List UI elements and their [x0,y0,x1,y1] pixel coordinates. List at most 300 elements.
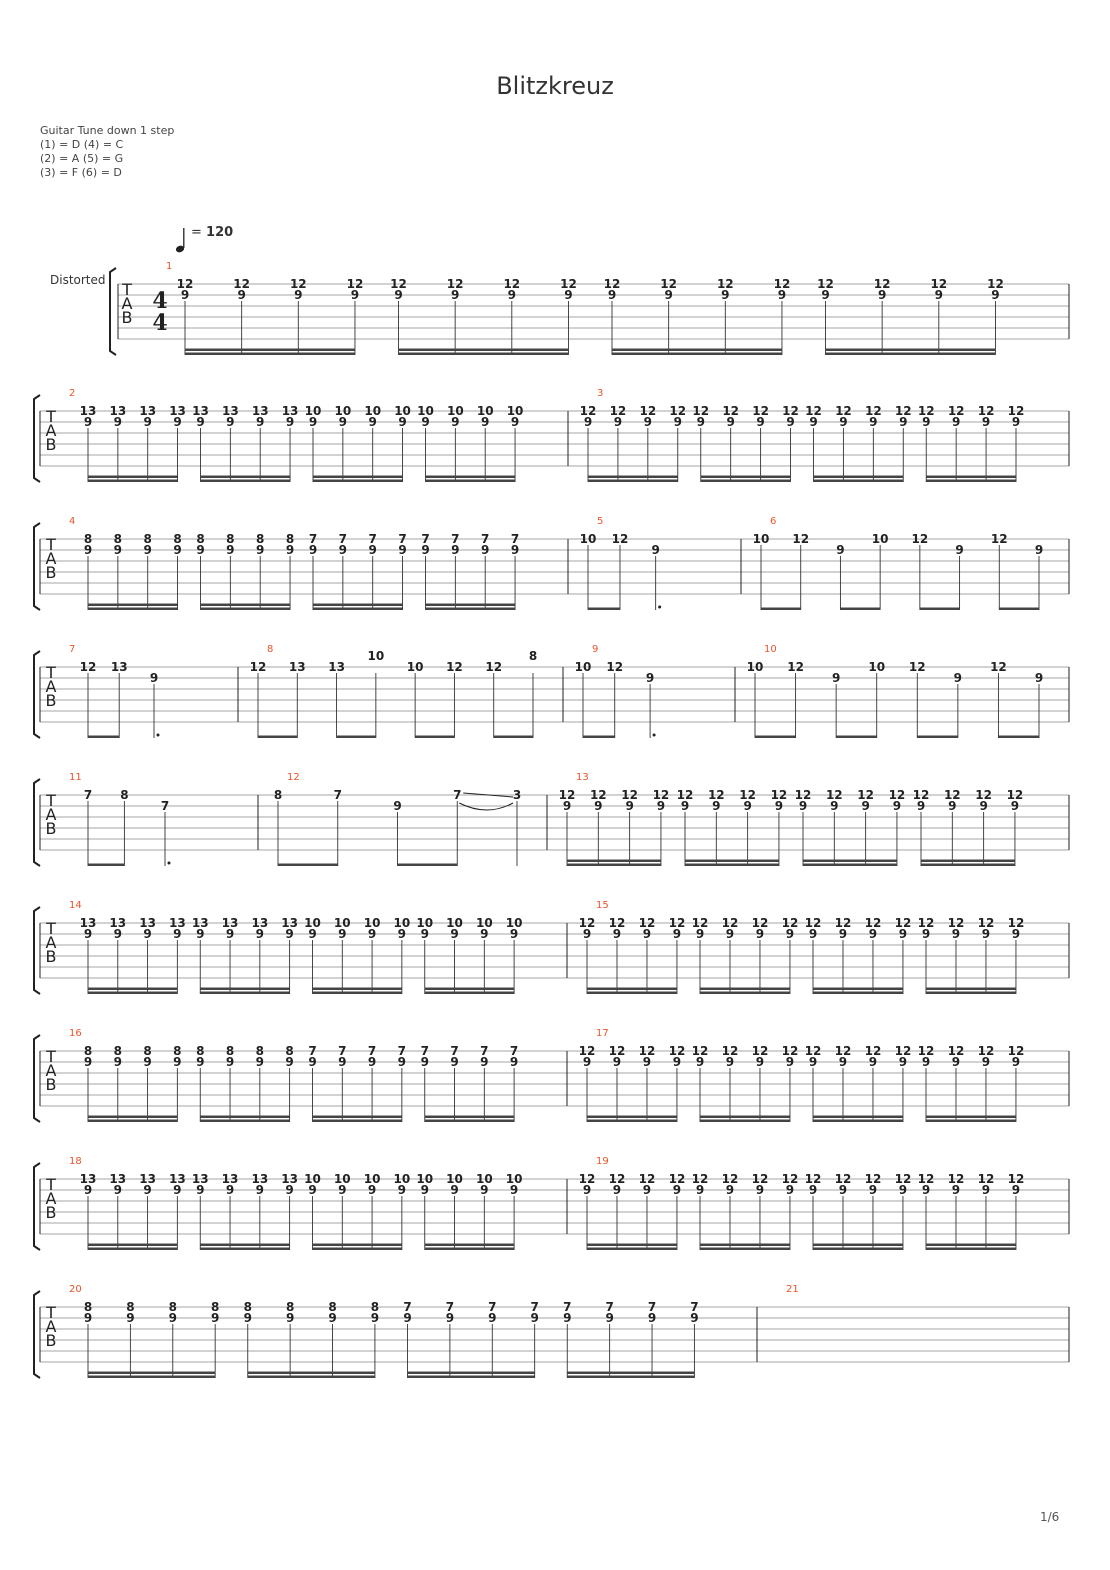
fret-number: 13 [281,1172,298,1186]
fret-number: 9 [338,1183,347,1197]
beam [200,1116,289,1119]
fret-number: 9 [173,1183,182,1197]
fret-number: 10 [394,404,411,418]
fret-number: 9 [225,927,235,941]
fret-number: 9 [530,1311,539,1325]
fret-number: 12 [721,1044,739,1058]
fret-number: 9 [755,1183,765,1197]
tab-clef-letter: A [45,677,57,696]
tie-arc [459,803,513,810]
beam [201,480,291,483]
beam [88,1116,177,1119]
rhythm-dot [658,606,661,609]
fret-number: 12 [864,916,882,930]
fret-number: 9 [743,799,752,813]
system-bracket [34,523,40,610]
beam [588,608,620,611]
fret-number: 9 [642,1055,652,1069]
fret-number: 12 [611,532,629,546]
fret-number: 9 [861,799,870,813]
beam [313,480,403,483]
measure-number: 6 [770,516,777,527]
fret-number: 9 [755,1055,765,1069]
fret-number: 12 [446,277,464,291]
fret-number: 9 [285,927,294,941]
fret-number: 12 [446,660,463,674]
fret-number: 9 [397,1183,407,1197]
fret-number: 7 [308,532,318,546]
fret-number: 9 [921,1055,931,1069]
measure-number: 8 [267,644,274,655]
fret-number: 12 [804,1044,822,1058]
fret-number: 12 [739,788,756,802]
beam [999,608,1039,611]
fret-number: 12 [606,660,624,674]
fret-number: 8 [83,532,93,546]
fret-number: 9 [510,543,520,557]
fret-number: 9 [237,288,246,302]
fret-number: 12 [578,1044,596,1058]
fret-number: 12 [773,277,791,291]
fret-number: 9 [113,415,123,429]
fret-number: 13 [222,404,239,418]
fret-number: 12 [947,1044,965,1058]
fret-number: 13 [221,1172,239,1186]
fret-number: 10 [475,916,493,930]
fret-number: 12 [346,277,364,291]
fret-number: 9 [83,1055,93,1069]
fret-number: 9 [951,415,961,429]
fret-number: 9 [680,799,690,813]
beam [425,992,514,995]
fret-number: 12 [668,1044,686,1058]
fret-number: 7 [403,1300,412,1314]
fret-number: 9 [785,1055,795,1069]
fret-number: 9 [367,1055,377,1069]
fret-number: 8 [113,1044,122,1058]
fret-number: 7 [605,1300,614,1314]
fret-number: 7 [451,532,460,546]
fret-number: 9 [877,288,887,302]
fret-number: 9 [143,1055,152,1069]
fret-number: 9 [480,927,489,941]
beam [926,1244,1016,1247]
fret-number: 9 [397,1055,407,1069]
fret-number: 7 [308,1044,317,1058]
fret-number: 7 [488,1300,497,1314]
fret-number: 7 [445,1300,455,1314]
fret-number: 9 [642,927,652,941]
fret-number: 9 [605,1311,614,1325]
tab-clef-letter: A [45,933,57,952]
fret-number: 9 [255,1055,265,1069]
beam [313,608,403,611]
fret-number: 10 [406,660,424,674]
fret-number: 12 [977,916,995,930]
fret-number: 13 [191,1172,209,1186]
fret-number: 12 [834,916,852,930]
beam [814,480,904,483]
fret-number: 9 [921,1183,931,1197]
fret-number: 12 [781,1172,799,1186]
fret-number: 9 [656,799,666,813]
fret-number: 12 [977,404,995,418]
beam [587,1244,677,1247]
fret-number: 9 [898,927,908,941]
fret-number: 12 [987,277,1004,291]
fret-number: 10 [574,660,592,674]
beam [587,992,677,995]
beam [701,480,791,483]
fret-number: 8 [83,1300,93,1314]
page-number: 1/6 [1040,1510,1060,1524]
fret-number: 12 [894,916,912,930]
fret-number: 9 [308,927,317,941]
beam [88,1248,177,1251]
fret-number: 10 [752,532,770,546]
tab-clef-letter: B [45,435,57,454]
fret-number: 9 [868,927,878,941]
fret-number: 9 [564,288,573,302]
tab-clef-letter: T [46,919,56,938]
fret-number: 7 [338,1044,347,1058]
fret-number: 9 [308,1183,317,1197]
fret-number: 7 [509,1044,519,1058]
beam [415,736,454,739]
fret-number: 8 [243,1300,252,1314]
beam [248,1376,375,1379]
beam [313,1244,402,1247]
fret-number: 12 [669,404,687,418]
fret-number: 12 [485,660,503,674]
fret-number: 9 [450,1183,459,1197]
fret-number: 9 [934,288,943,302]
fret-number: 13 [281,916,298,930]
fret-number: 12 [804,916,822,930]
tuning-heading: Guitar Tune down 1 step [40,124,175,137]
fret-number: 9 [981,415,991,429]
beam [755,736,796,739]
beam [200,1248,289,1251]
fret-number: 13 [169,404,186,418]
tab-clef-letter: B [45,819,57,838]
fret-number: 9 [725,1055,735,1069]
fret-number: 12 [589,788,607,802]
tab-clef-letter: A [45,1317,57,1336]
fret-number: 12 [560,277,577,291]
fret-number: 9 [868,1183,878,1197]
beam [587,1120,677,1123]
tab-clef-letter: T [46,1175,56,1194]
fret-number: 8 [173,532,182,546]
fret-number: 12 [770,788,788,802]
fret-number: 12 [787,660,804,674]
fret-number: 7 [480,1044,489,1058]
fret-number: 7 [690,1300,699,1314]
fret-number: 9 [953,671,963,685]
beam [408,1376,535,1379]
fret-number: 12 [912,788,930,802]
fret-number: 10 [447,404,464,418]
fret-number: 12 [691,1172,709,1186]
fret-number: 8 [143,1044,152,1058]
system-bracket [34,395,40,482]
fret-number: 9 [647,1311,657,1325]
fret-number: 9 [979,799,988,813]
fret-number: 12 [834,1172,852,1186]
beam [813,1248,903,1251]
fret-number: 9 [509,1183,519,1197]
fret-number: 9 [582,927,592,941]
fret-number: 12 [1007,1172,1025,1186]
beam [494,736,533,739]
fret-number: 13 [139,1172,156,1186]
beam [926,988,1016,991]
fret-number: 10 [393,916,411,930]
fret-number: 13 [79,916,97,930]
fret-number: 9 [509,927,519,941]
fret-number: 12 [930,277,948,291]
fret-number: 10 [304,1172,321,1186]
beam [700,992,790,995]
fret-number: 9 [113,927,122,941]
fret-number: 12 [638,916,656,930]
fret-number: 13 [169,1172,186,1186]
fret-number: 10 [505,916,523,930]
fret-number: 10 [334,404,352,418]
tab-clef-letter: B [45,1203,57,1222]
fret-number: 9 [594,799,603,813]
fret-number: 13 [251,916,269,930]
beam [700,1120,790,1123]
beam [813,1120,903,1123]
beam [813,1244,903,1247]
fret-number: 8 [256,532,265,546]
fret-number: 13 [79,1172,97,1186]
fret-number: 7 [83,788,93,802]
fret-number: 13 [251,1172,269,1186]
fret-number: 12 [782,404,799,418]
fret-number: 12 [917,916,935,930]
fret-number: 9 [839,415,848,429]
fret-number: 9 [83,543,93,557]
fret-number: 9 [350,288,360,302]
fret-number: 7 [530,1300,539,1314]
fret-number: 9 [809,415,818,429]
fret-number: 12 [751,916,769,930]
fret-number: 9 [899,415,908,429]
fret-number: 9 [898,1183,908,1197]
fret-number: 9 [285,415,295,429]
fret-number: 12 [857,788,874,802]
tuning-line: (1) = D (4) = C [40,138,124,151]
fret-number: 9 [625,799,634,813]
fret-number: 9 [450,1055,459,1069]
fret-number: 10 [579,532,597,546]
beam [612,349,782,352]
beam [612,353,782,356]
fret-number: 9 [672,927,682,941]
fret-number: 12 [691,916,709,930]
fret-number: 12 [943,788,961,802]
measure-number: 17 [596,1028,609,1039]
tab-clef-letter: T [46,791,56,810]
fret-number: 9 [981,1055,991,1069]
beam [425,1116,514,1119]
fret-number: 9 [196,415,205,429]
fret-number: 9 [488,1311,497,1325]
fret-number: 12 [835,404,852,418]
fret-number: 9 [664,288,673,302]
fret-number: 9 [308,1055,317,1069]
beam [200,988,289,991]
beam [926,992,1016,995]
fret-number: 8 [168,1300,177,1314]
tab-clef-letter: B [45,563,57,582]
fret-number: 9 [673,415,682,429]
fret-number: 9 [451,415,460,429]
fret-number: 9 [582,1055,592,1069]
fret-number: 7 [160,799,170,813]
measure-number: 16 [69,1028,82,1039]
fret-number: 12 [990,660,1007,674]
measure-number: 15 [596,900,609,911]
fret-number: 12 [578,1172,596,1186]
fret-number: 12 [792,532,810,546]
fret-number: 9 [83,1311,93,1325]
rhythm-dot [168,862,171,865]
fret-number: 13 [169,916,186,930]
beam [88,1120,177,1123]
fret-number: 9 [991,288,1000,302]
fret-number: 9 [285,1183,294,1197]
fret-number: 9 [403,1311,412,1325]
fret-number: 9 [868,1055,878,1069]
fret-number: 7 [450,1044,459,1058]
fret-number: 9 [196,543,205,557]
fret-number: 9 [226,543,235,557]
fret-number: 9 [398,415,407,429]
fret-number: 12 [781,916,799,930]
fret-number: 9 [173,543,182,557]
fret-number: 7 [368,532,377,546]
fret-number: 9 [338,1055,347,1069]
beam [313,1116,402,1119]
fret-number: 10 [363,1172,381,1186]
fret-number: 9 [582,1183,592,1197]
beam [588,480,678,483]
fret-number: 10 [367,649,385,663]
beam [998,736,1039,739]
beam [587,1116,677,1119]
fret-number: 9 [1011,415,1021,429]
beam [813,988,903,991]
fret-number: 10 [393,1172,411,1186]
beam [88,992,177,995]
fret-number: 8 [225,1044,235,1058]
fret-number: 9 [808,927,818,941]
fret-number: 12 [289,277,307,291]
measure-number: 3 [597,388,604,399]
fret-number: 12 [977,1044,995,1058]
beam [921,864,1015,867]
fret-number: 12 [579,404,597,418]
fret-number: 9 [196,1183,205,1197]
fret-number: 12 [977,1172,995,1186]
fret-number: 13 [328,660,345,674]
rhythm-dot [157,734,160,737]
fret-number: 9 [285,1055,294,1069]
fret-number: 12 [947,404,965,418]
beam [685,864,779,867]
fret-number: 12 [975,788,992,802]
fret-number: 9 [294,288,303,302]
tuning-line: (3) = F (6) = D [40,166,122,179]
fret-number: 12 [233,277,251,291]
fret-number: 9 [951,1183,961,1197]
fret-number: 10 [476,404,494,418]
fret-number: 9 [755,927,765,941]
beam [583,736,615,739]
beam [248,1372,375,1375]
fret-number: 9 [421,543,430,557]
tab-clef-letter: T [46,1303,56,1322]
fret-number: 9 [898,1055,908,1069]
tab-clef-letter: A [45,1189,57,1208]
fret-number: 12 [676,788,694,802]
fret-number: 10 [333,916,351,930]
system-bracket [34,779,40,866]
beam [761,608,801,611]
fret-number: 10 [871,532,889,546]
fret-number: 9 [721,288,730,302]
fret-number: 12 [721,1172,739,1186]
fret-number: 7 [333,788,342,802]
fret-number: 9 [421,415,430,429]
beam [685,860,779,863]
fret-number: 9 [725,1183,735,1197]
beam [426,604,516,607]
measure-number: 4 [69,516,76,527]
tab-clef-letter: B [121,308,133,327]
fret-number: 8 [285,532,295,546]
fret-number: 9 [168,1311,177,1325]
fret-number: 12 [692,404,710,418]
fret-number: 9 [838,1183,848,1197]
fret-number: 9 [643,415,653,429]
fret-number: 9 [480,1183,489,1197]
fret-number: 12 [621,788,638,802]
fret-number: 9 [726,415,735,429]
fret-number: 9 [210,1311,220,1325]
beam [200,1244,289,1247]
system-bracket [34,1035,40,1122]
tab-clef-letter: B [45,1331,57,1350]
fret-number: 10 [416,916,434,930]
fret-number: 9 [838,1055,848,1069]
beam [813,1116,903,1119]
fret-number: 13 [288,660,306,674]
fret-number: 13 [139,916,156,930]
beam [803,864,897,867]
fret-number: 12 [864,1044,882,1058]
fret-number: 12 [603,277,621,291]
fret-number: 7 [510,532,520,546]
fret-number: 9 [367,927,377,941]
fret-number: 9 [981,1183,991,1197]
fret-number: 12 [894,1044,912,1058]
fret-number: 9 [695,1183,705,1197]
